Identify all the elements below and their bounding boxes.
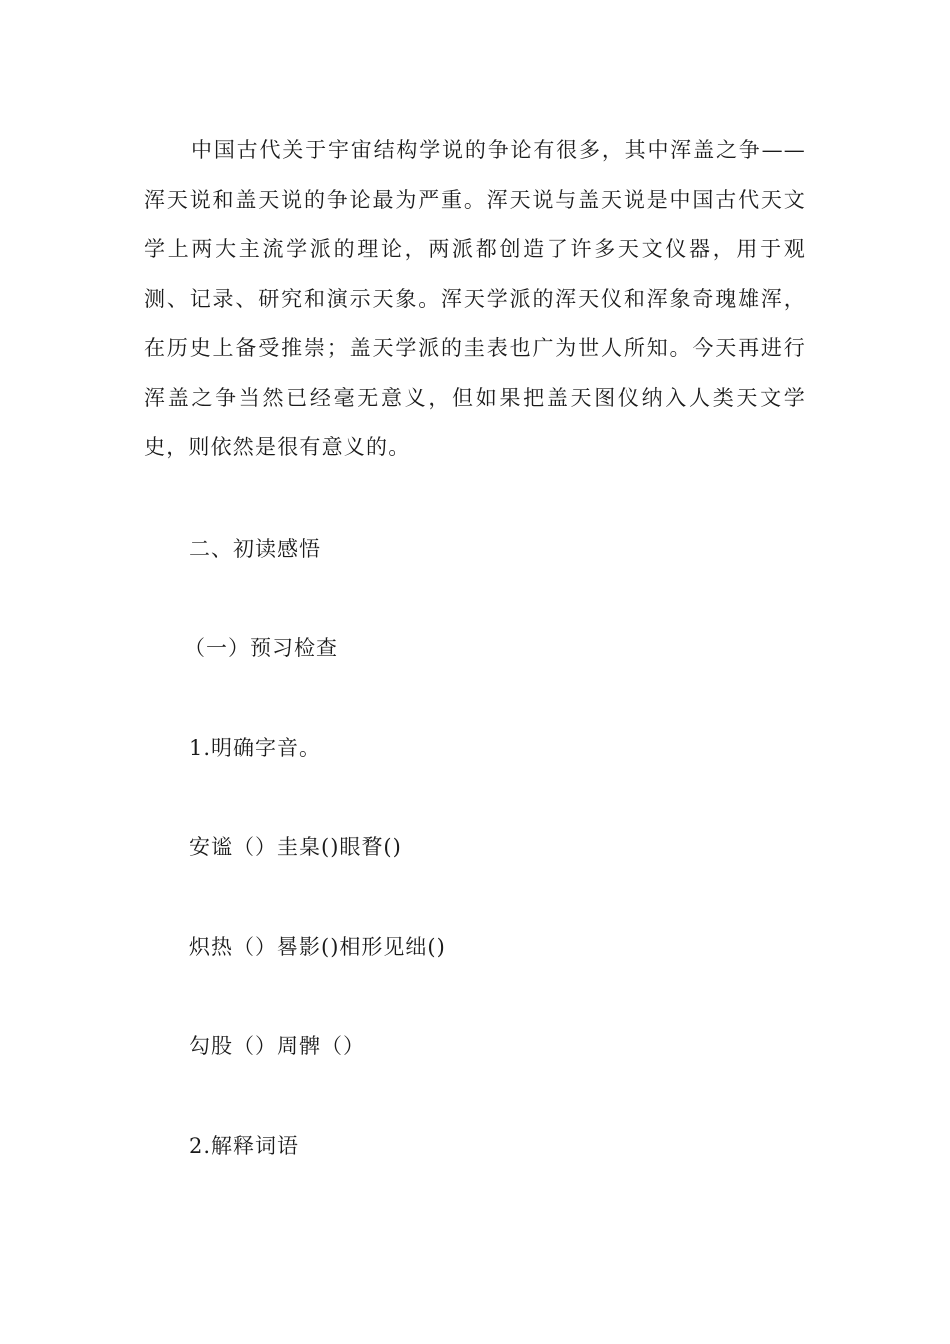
pronunciation-row: 安谧（）圭臬()眼瞀() <box>189 835 402 859</box>
paragraph-line: 中国古代关于宇宙结构学说的争论有很多，其中浑盖之争—— <box>191 138 806 162</box>
pronunciation-row: 炽热（）晷影()相形见绌() <box>189 935 446 959</box>
paragraph-line: 在历史上备受推崇；盖天学派的圭表也广为世人所知。今天再进行 <box>144 336 806 360</box>
paragraph-line: 测、记录、研究和演示天象。浑天学派的浑天仪和浑象奇瑰雄浑， <box>144 286 806 311</box>
item1-title: 1.明确字音。 <box>189 736 322 760</box>
paragraph-line: 学上两大主流学派的理论，两派都创造了许多天文仪器，用于观 <box>144 237 806 261</box>
section-heading: 二、初读感悟 <box>189 537 321 561</box>
item2-title: 2.解释词语 <box>189 1134 300 1158</box>
paragraph-line: 浑盖之争当然已经毫无意义，但如果把盖天图仪纳入人类天文学 <box>144 385 806 410</box>
pronunciation-row: 勾股（）周髀（） <box>189 1034 365 1058</box>
paragraph-line: 浑天说和盖天说的争论最为严重。浑天说与盖天说是中国古代天文 <box>144 187 806 212</box>
subsection-heading: （一）预习检查 <box>184 636 338 660</box>
intro-paragraph <box>144 130 806 477</box>
paragraph-line: 史，则依然是很有意义的。 <box>144 435 411 459</box>
